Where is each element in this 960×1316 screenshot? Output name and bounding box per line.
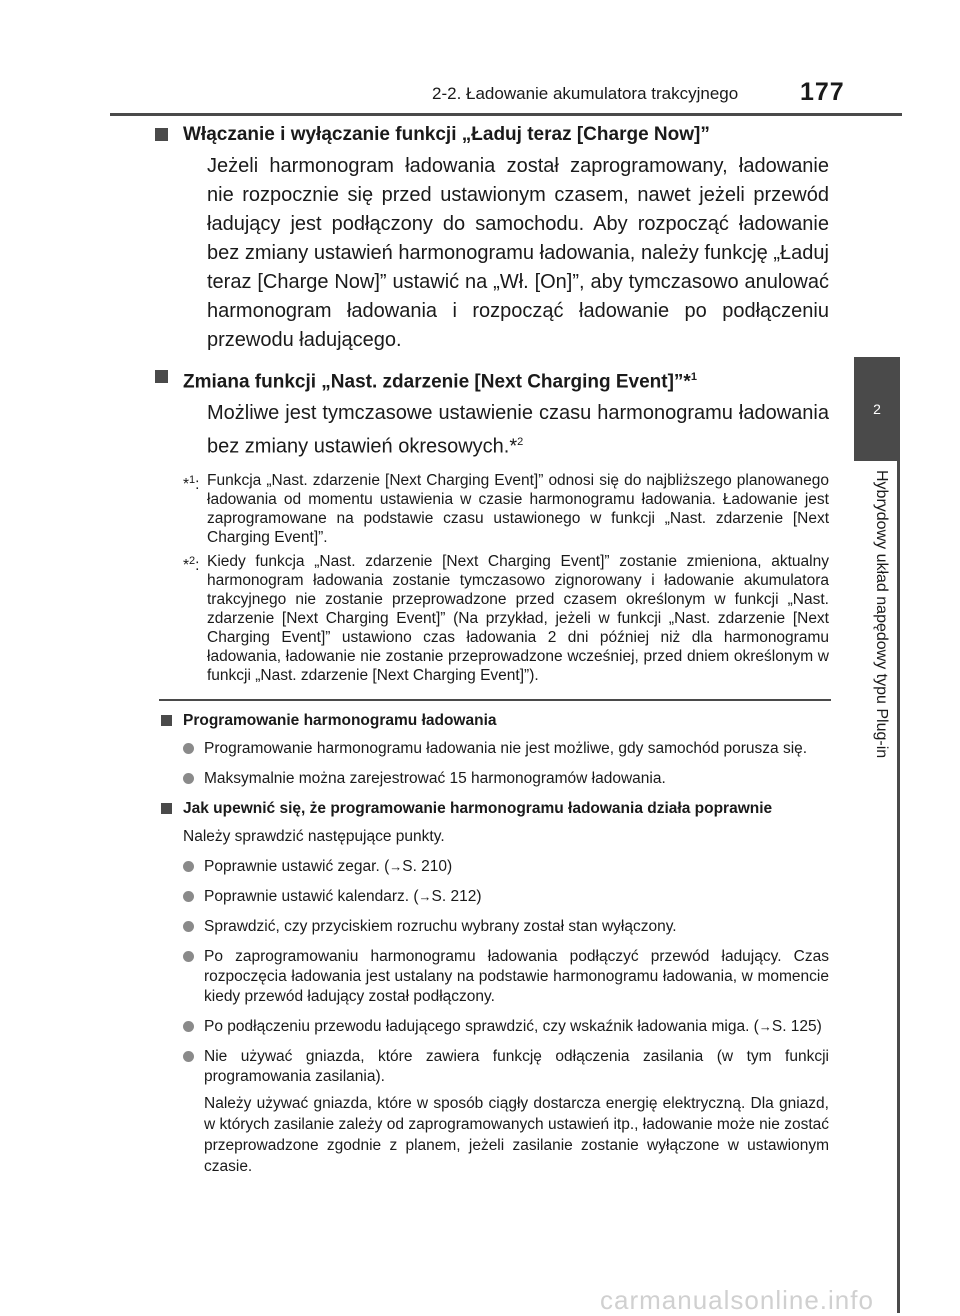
section-heading: Włączanie i wyłączanie funkcji „Ładuj teraz [Charge Now]” — [155, 122, 829, 148]
circle-bullet-icon — [183, 891, 194, 902]
list-item: Maksymalnie można zarejestrować 15 harmonogramów ładowania. — [183, 769, 829, 789]
chapter-number: 2 — [873, 401, 881, 417]
page-content — [183, 122, 829, 1177]
footnote: *$^1$: Funkcja „Nast. zdarzenie [Next Charging Event]” odnosi się do najbliższego planowanego ładowania od momentu ustawienia w czasie harmonogramu ładowania. Ładowanie jest zaprogramowane na podstawie czasu ustawionego w funkcji „Nast. zdarzenie [Next Charging Event]”. — [183, 471, 829, 546]
list-item: Sprawdzić, czy przyciskiem rozruchu wybrany został stan wyłączony. — [183, 917, 829, 937]
footnote: *$^2$: Kiedy funkcja „Nast. zdarzenie [Next Charging Event]” zostanie zmieniona, aktualny harmonogram ładowania zostanie tymczasowo zignorowany i ładowanie akumulatora trakcyjnego nie zostanie przeprowadzone przed czasem określonym w funkcji „Nast. zdarzenie [Next Charging Event]” (Na przykład, jeżeli w funkcji „Nast. zdarzenie [Next Charging Event]” ustawiono czas ładowania 2 dni później niż dla harmonogramu ładowania, ładowanie nie zostanie przeprowadzone wcześniej, przed dniem określonym w funkcji „Nast. zdarzenie [Next Charging Event]”). — [183, 552, 829, 684]
square-bullet-icon — [161, 715, 172, 726]
watermark: carmanualsonline.info — [600, 1285, 874, 1315]
circle-bullet-icon — [183, 773, 194, 784]
list-item: Po zaprogramowaniu harmonogramu ładowania podłączyć przewód ładujący. Czas rozpoczęcia ładowania jest ustalany na podstawie harmonogramu ładowania, w momencie kiedy przewód ładujący został podłączony. — [183, 947, 829, 1007]
page-reference-link[interactable]: S. 212) — [431, 887, 482, 905]
page-number: 177 — [800, 78, 845, 106]
list-item: Poprawnie ustawić zegar. (→S. 210) — [183, 857, 829, 877]
circle-bullet-icon — [183, 921, 194, 932]
note-intro: Należy sprawdzić następujące punkty. — [183, 827, 445, 845]
circle-bullet-icon — [183, 743, 194, 754]
list-item: Nie używać gniazda, które zawiera funkcję odłączenia zasilania (w tym funkcji programowania zasilania). — [183, 1047, 829, 1087]
list-item: Poprawnie ustawić kalendarz. (→S. 212) — [183, 887, 829, 907]
list-item: Programowanie harmonogramu ładowania nie jest możliwe, gdy samochód porusza się. — [183, 739, 829, 759]
square-bullet-icon — [155, 128, 168, 141]
section-body: Możliwe jest tymczasowe ustawienie czasu harmonogramu ładowania bez zmiany ustawień okresowych.*$^2$ — [207, 402, 829, 458]
page-reference-link[interactable]: S. 210) — [402, 857, 453, 875]
footnote-mark: *$^2$: — [183, 554, 200, 575]
arrow-right-icon: → — [418, 888, 432, 904]
footnote-mark: *$^1$: — [183, 473, 200, 494]
header-divider — [110, 113, 902, 116]
section-heading: Zmiana funkcji „Nast. zdarzenie [Next Charging Event]”*$^1$ — [155, 364, 829, 395]
chapter-tab — [854, 357, 900, 461]
list-item: Po podłączeniu przewodu ładującego sprawdzić, czy wskaźnik ładowania miga. (→S. 125) — [183, 1017, 829, 1037]
chapter-strip — [897, 461, 900, 1313]
circle-bullet-icon — [183, 861, 194, 872]
circle-bullet-icon — [183, 1051, 194, 1062]
chapter-title: Hybrydowy układ napędowy typu Plug-in — [873, 470, 890, 759]
circle-bullet-icon — [183, 1021, 194, 1032]
arrow-right-icon: → — [389, 858, 403, 874]
note-heading: Jak upewnić się, że programowanie harmonogramu ładowania działa poprawnie — [183, 799, 829, 819]
outlet-note: Należy używać gniazda, które w sposób ciągły dostarcza energię elektryczną. Dla gniazd, w których zasilanie zależy od zaprogramowanych ustawień itp., ładowanie może nie zostać przeprowadzone zgodnie z planem, jeżeli zasilanie zostanie wyłączone w ustawionym czasie. — [204, 1094, 829, 1175]
arrow-right-icon: → — [758, 1018, 772, 1034]
circle-bullet-icon — [183, 951, 194, 962]
section-body: Jeżeli harmonogram ładowania został zaprogramowany, ładowanie nie rozpocznie się przed ustawionym czasem, nawet jeżeli przewód ładujący jest podłączony do samochodu. Aby rozpocząć ładowanie bez zmiany ustawień harmonogramu ładowania, należy funkcję „Ładuj teraz [Charge Now]” ustawić na „Wł. [On]”, aby tymczasowo anulować harmonogram ładowania i rozpocząć ładowanie po podłączeniu przewodu ładującego. — [207, 155, 829, 351]
page-reference-link[interactable]: S. 125) — [771, 1017, 822, 1035]
section-title: 2-2. Ładowanie akumulatora trakcyjnego — [432, 84, 739, 103]
notes-divider — [159, 699, 831, 701]
note-heading: Programowanie harmonogramu ładowania — [183, 711, 829, 731]
square-bullet-icon — [161, 803, 172, 814]
square-bullet-icon — [155, 370, 168, 383]
